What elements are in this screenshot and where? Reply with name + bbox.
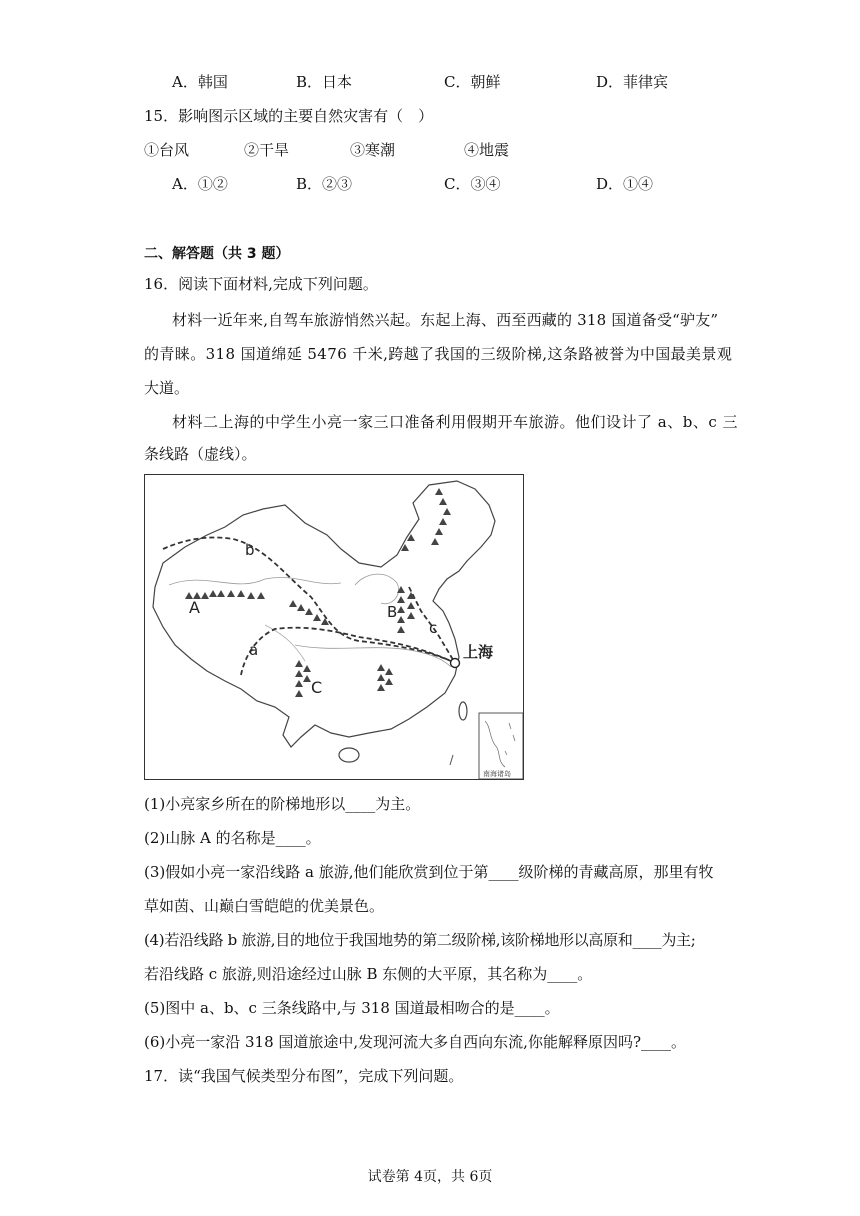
q14-option-a: A．韩国 [172, 73, 228, 91]
page-footer: 试卷第 4页，共 6页 [367, 1169, 493, 1185]
inset-caption: 南海诸岛 [483, 770, 511, 778]
south-china-sea-inset [479, 713, 523, 779]
q16-sub4-line2: 若沿线路 c 旅游,则沿途经过山脉 B 东侧的大平原，其名称为____。 [144, 965, 593, 983]
mountain-range-northeast [401, 488, 451, 551]
q15-item-1: ①台风 [144, 141, 190, 159]
section-heading: 二、解答题（共 3 题） [144, 246, 290, 262]
map-label-route-a: a [249, 641, 259, 659]
map-label-route-c: c [429, 619, 438, 637]
q16-sub2: (2)山脉 A 的名称是____。 [144, 829, 321, 847]
route-b [163, 537, 455, 663]
q16-sub3-line2: 草如茵、山巅白雪皑皑的优美景色。 [144, 897, 385, 915]
q16-sub5: (5)图中 a、b、c 三条线路中,与 318 国道最相吻合的是____。 [144, 999, 560, 1017]
q15-option-b: B．②③ [296, 175, 353, 193]
q17-stem: 17．读“我国气候类型分布图”，完成下列问题。 [144, 1067, 464, 1085]
q16-material1-line3: 大道。 [144, 379, 190, 397]
q16-material1-line1: 材料一近年来,自驾车旅游悄然兴起。东起上海、西至西藏的 318 国道备受“驴友” [172, 311, 719, 329]
mountain-range-a [185, 590, 329, 625]
q16-sub6: (6)小亮一家沿 318 国道旅途中,发现河流大多自西向东流,你能解释原因吗?____。 [144, 1033, 686, 1051]
taiwan-island [459, 702, 467, 720]
q16-material2-line1: 材料二上海的中学生小亮一家三口准备利用假期开车旅游。他们设计了 a、b、c 三 [172, 413, 738, 431]
mountain-range-b [397, 586, 415, 633]
q15-option-d: D．①④ [596, 175, 654, 193]
q15-option-c: C．③④ [444, 175, 501, 193]
q15-item-2: ②干旱 [244, 141, 290, 159]
q14-option-c: C．朝鲜 [444, 73, 501, 91]
shanghai-marker [451, 659, 460, 668]
map-label-B: B [387, 603, 398, 621]
map-label-C: C [311, 678, 323, 697]
q15-stem: 15．影响图示区域的主要自然灾害有（ ） [144, 107, 434, 125]
q15-item-4: ④地震 [464, 141, 510, 159]
q16-sub4-line1: (4)若沿线路 b 旅游,目的地位于我国地势的第二级阶梯,该阶梯地形以高原和____为主; [144, 931, 696, 949]
q15-option-a: A．①② [172, 175, 228, 193]
q16-sub1: (1)小亮家乡所在的阶梯地形以____为主。 [144, 795, 421, 813]
q14-option-d: D．菲律宾 [596, 73, 669, 91]
q16-stem: 16．阅读下面材料,完成下列问题。 [144, 275, 378, 293]
q16-material1-line2: 的青睐。318 国道绵延 5476 千米,跨越了我国的三级阶梯,这条路被誉为中国最美景观 [144, 345, 733, 363]
q14-option-b: B．日本 [296, 73, 353, 91]
hainan-island [339, 748, 359, 762]
q16-sub3-line1: (3)假如小亮一家沿线路 a 旅游,他们能欣赏到位于第____级阶梯的青藏高原，那里有牧 [144, 863, 714, 881]
map-label-shanghai: 上海 [463, 643, 494, 661]
china-terrain-map [144, 474, 524, 780]
map-label-route-b: b [245, 541, 255, 559]
map-label-A: A [189, 598, 200, 617]
mountain-range-c [295, 660, 393, 697]
q16-material2-line2: 条线路（虚线）。 [144, 445, 257, 463]
q15-item-3: ③寒潮 [350, 141, 396, 159]
